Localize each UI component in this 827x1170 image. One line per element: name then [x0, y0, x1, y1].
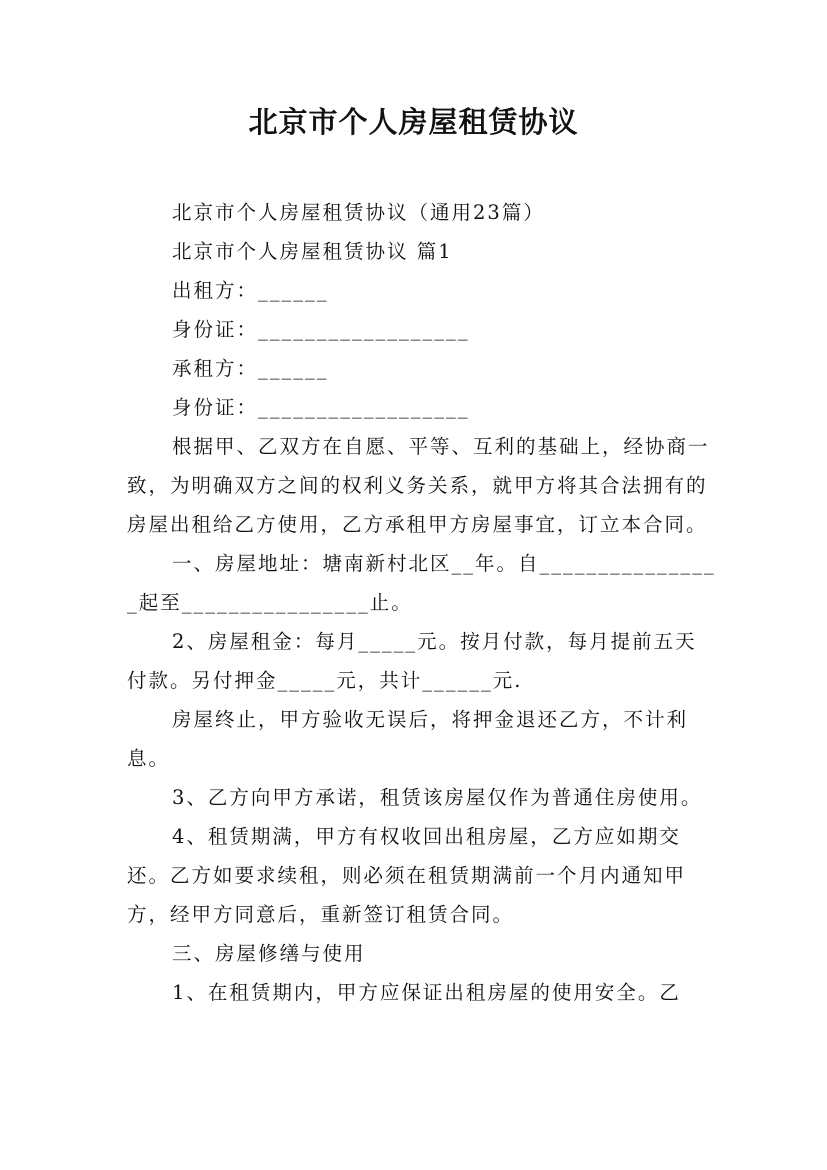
paragraph-clause-expiry: 4、租赁期满，甲方有权收回出租房屋，乙方应如期交还。乙方如要求续租，则必须在租赁期满前一个月内通知甲方，经甲方同意后，重新签订租赁合同。 [127, 825, 687, 926]
paragraph-section-repair: 三、房屋修缮与使用 [172, 942, 366, 965]
paragraph-lessor: 出租方：______ [172, 279, 329, 302]
paragraph-deposit-refund: 房屋终止，甲方验收无误后，将押金退还乙方，不计利息。 [127, 708, 689, 770]
paragraph-preamble: 根据甲、乙双方在自愿、平等、互利的基础上，经协商一致，为明确双方之间的权利义务关系，就甲方将其合法拥有的房屋出租给乙方使用，乙方承租甲方房屋事宜，订立本合同。 [127, 435, 710, 536]
paragraph-lessee: 承租方：______ [172, 357, 329, 380]
paragraph-clause-address: 一、房屋地址：塘南新村北区__年。自________________起至________________止。 [127, 552, 716, 614]
paragraph-clause-use: 3、乙方向甲方承诺，租赁该房屋仅作为普通住房使用。 [172, 786, 703, 809]
document-title: 北京市个人房屋租赁协议 [248, 105, 579, 139]
paragraph-subtitle: 北京市个人房屋租赁协议（通用23篇） [172, 201, 545, 224]
paragraph-lessee-id: 身份证：__________________ [172, 396, 470, 419]
document-body [127, 193, 717, 1012]
paragraph-clause-rent: 2、房屋租金：每月_____元。按月付款，每月提前五天付款。另付押金_____元，共计______元. [127, 630, 697, 692]
paragraph-lessor-id: 身份证：__________________ [172, 318, 470, 341]
paragraph-section-heading: 北京市个人房屋租赁协议 篇1 [172, 240, 453, 263]
paragraph-clause-safety: 1、在租赁期内，甲方应保证出租房屋的使用安全。乙 [172, 981, 681, 1004]
